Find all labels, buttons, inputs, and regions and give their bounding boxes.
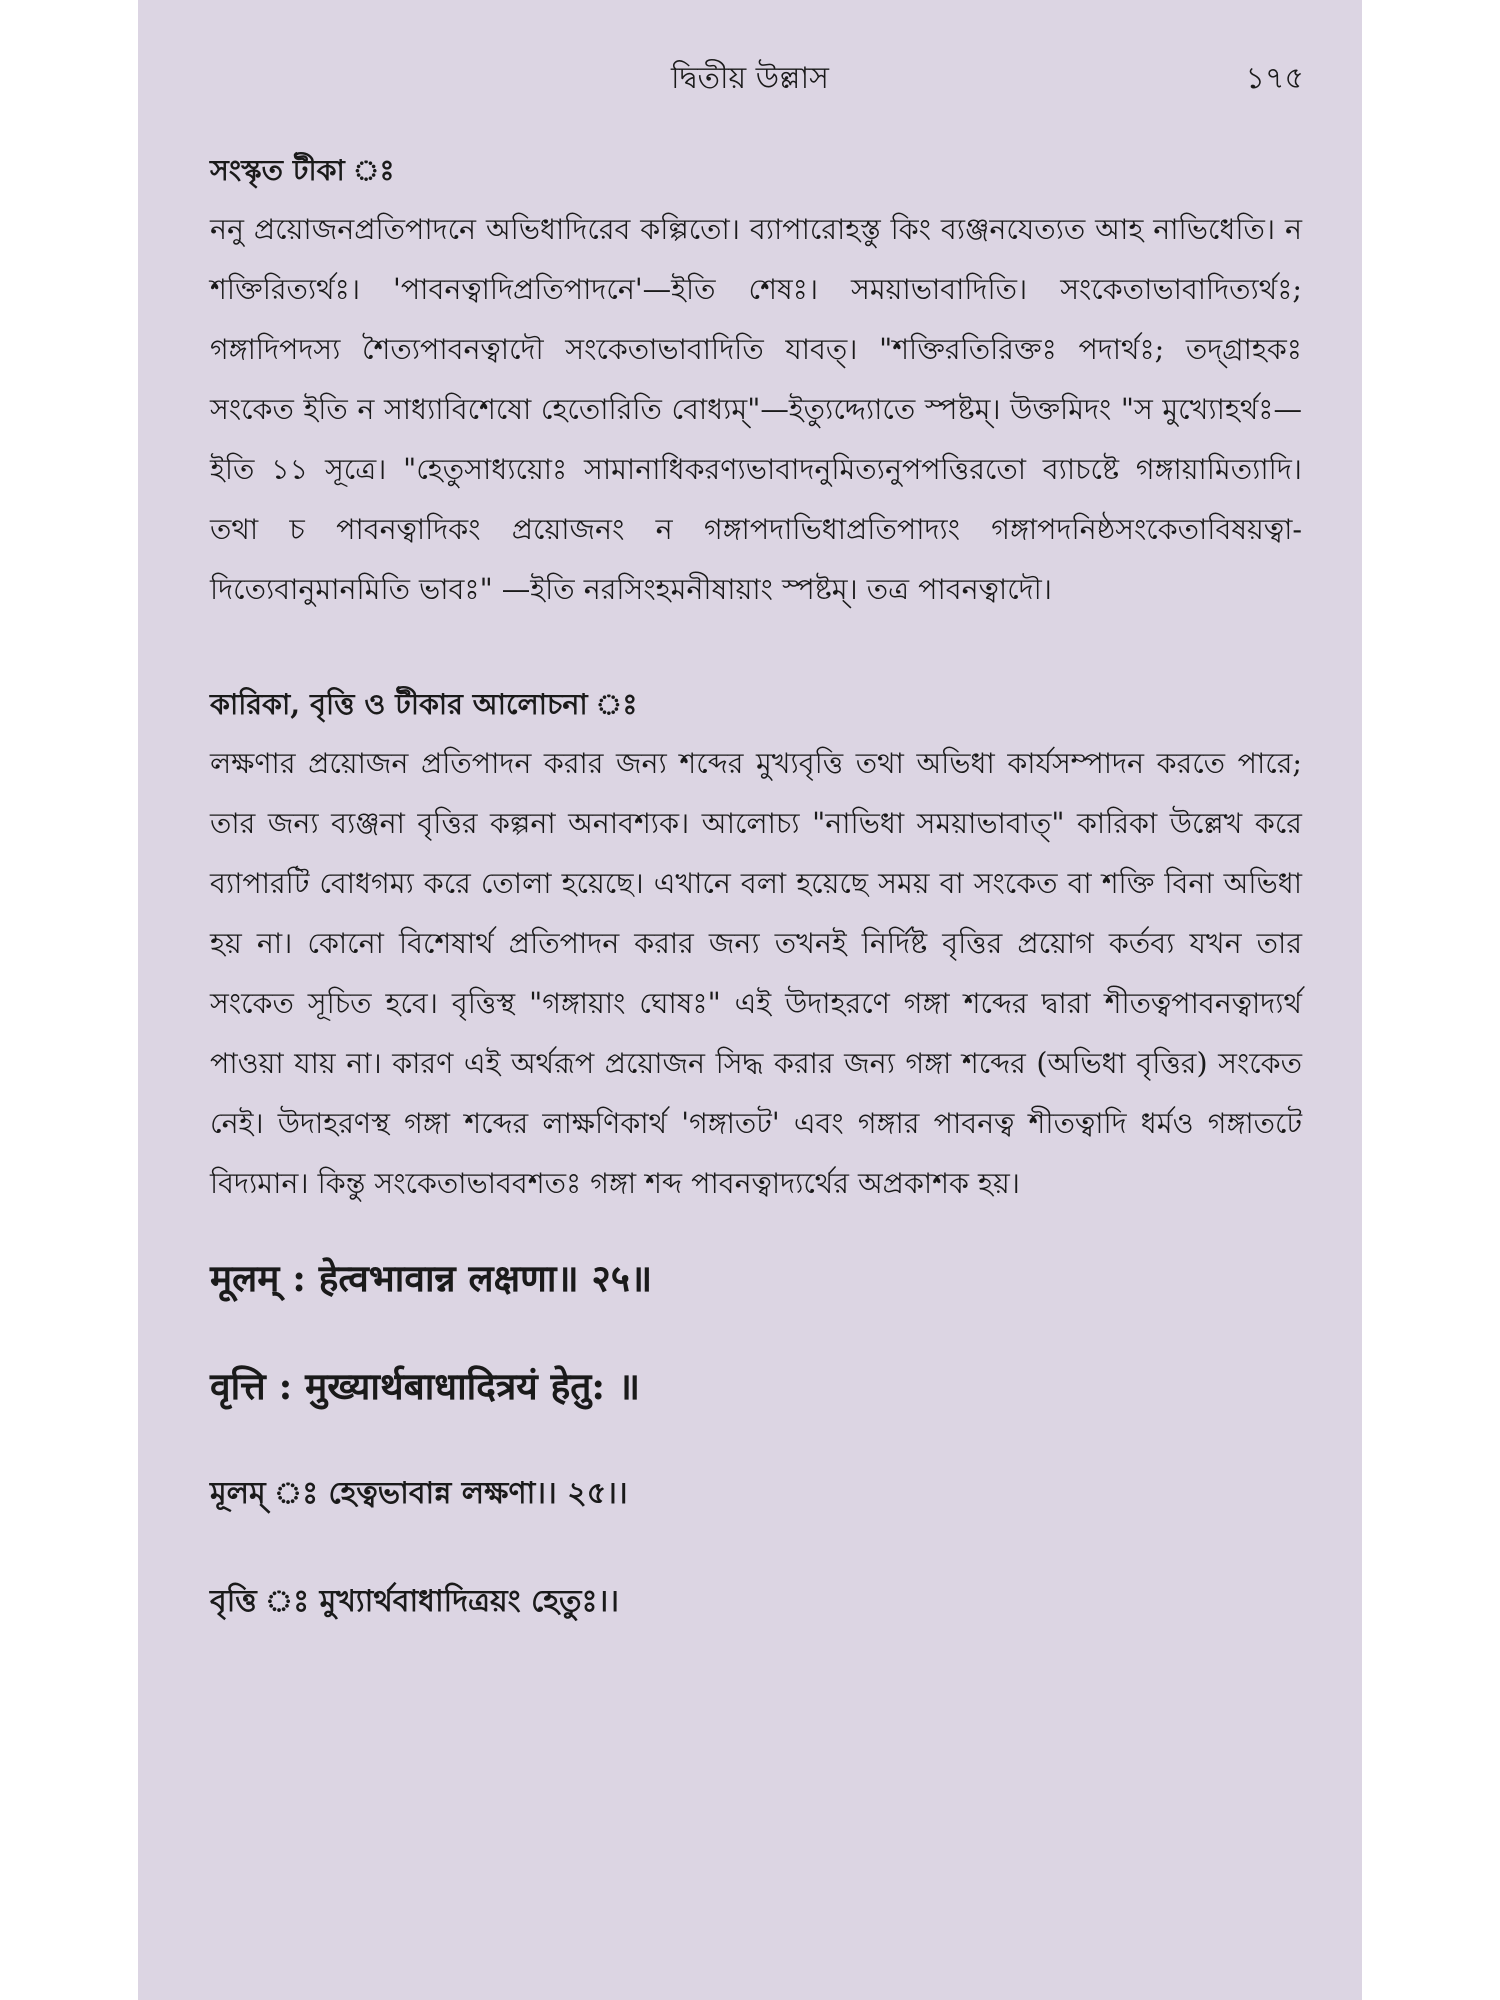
mulam-devanagari: मूलम् : हेत्वभावान्न लक्षणा॥ २५॥ (210, 1256, 653, 1300)
running-header (188, 52, 1312, 96)
left-margin (0, 0, 138, 2000)
page-content (210, 140, 1302, 1632)
chapter-title: দ্বিতীয় উল্লাস (671, 61, 829, 96)
mulam-bengali: মূলম্ ঃ হেত্বভাবান্ন লক্ষণা।। ২৫।। (210, 1476, 628, 1511)
section-gap (210, 1308, 1302, 1356)
section-gap (210, 1416, 1302, 1464)
sanskrit-tika-heading: সংস্কৃত টীকা ঃ (210, 153, 395, 187)
section-gap (210, 1214, 1302, 1248)
alochana-heading: কারিকা, বৃত্তি ও টীকার আলোচনা ঃ (210, 687, 638, 721)
vritti-bengali: বৃত্তি ঃ মুখ্যার্থবাধাদিত্রয়ং হেতুঃ।। (210, 1584, 619, 1619)
sanskrit-tika-body: ননু প্রয়োজনপ্রতিপাদনে অভিধাদিরেব কল্পিতো। ব্যাপারোহস্তু কিং ব্যঞ্জনযেত্যত আহ নাভিধেতি। ন শক্তিরিত্যর্থঃ। 'পাবনত্বাদিপ্রতিপাদনে'—ইতি শেষঃ। সময়াভাবাদিতি। সংকেতাভাবাদিত্যর্থঃ; গঙ্গাদিপদস্য শৈত্যপাবনত্বাদৌ সংকেতাভাবাদিতি যাবত্। "শক্তিরতিরিক্তঃ পদার্থঃ; তদ্গ্রাহকঃ সংকেত ইতি ন সাধ্যাবিশেষো হেতোরিতি বোধ্যম্"—ইত্যুদ্দ্যোতে স্পষ্টম্। উক্তমিদং "স মুখ্যোহর্থঃ—ইতি ১১ সূত্রে। "হেতুসাধ্যয়োঃ সামানাধিকরণ্যভাবাদনুমিত্যনুপপত্তিরতো ব্যাচষ্টে গঙ্গায়ামিত্যাদি। তথা চ পাবনত্বাদিকং প্রয়োজনং ন গঙ্গাপদাভিধাপ্রতিপাদ্যং গঙ্গাপদনিষ্ঠসংকেতাবিষয়ত্বা-দিত্যেবানুমানমিতি ভাবঃ" —ইতি নরসিংহমনীষায়াং স্পষ্টম্। তত্র পাবনত্বাদৌ। (210, 213, 1302, 606)
right-margin (1362, 0, 1500, 2000)
section-gap (210, 1524, 1302, 1572)
page-number: ১৭৫ (1245, 61, 1304, 96)
vritti-devanagari: वृत्ति : मुख्यार्थबाधादित्रयं हेतु: ॥ (210, 1364, 641, 1408)
book-page (138, 0, 1362, 2000)
section-gap (210, 620, 1302, 674)
alochana-body: লক্ষণার প্রয়োজন প্রতিপাদন করার জন্য শব্দের মুখ্যবৃত্তি তথা অভিধা কার্যসম্পাদন করতে পারে; তার জন্য ব্যঞ্জনা বৃত্তির কল্পনা অনাবশ্যক। আলোচ্য "নাভিধা সময়াভাবাত্" কারিকা উল্লেখ করে ব্যাপারটি বোধগম্য করে তোলা হয়েছে। এখানে বলা হয়েছে সময় বা সংকেত বা শক্তি বিনা অভিধা হয় না। কোনো বিশেষার্থ প্রতিপাদন করার জন্য তখনই নির্দিষ্ট বৃত্তির প্রয়োগ কর্তব্য যখন তার সংকেত সূচিত হবে। বৃত্তিস্থ "গঙ্গায়াং ঘোষঃ" এই উদাহরণে গঙ্গা শব্দের দ্বারা শীতত্বপাবনত্বাদ্যর্থ পাওয়া যায় না। কারণ এই অর্থরূপ প্রয়োজন সিদ্ধ করার জন্য গঙ্গা শব্দের (অভিধা বৃত্তির) সংকেত নেই। উদাহরণস্থ গঙ্গা শব্দের লাক্ষণিকার্থ 'গঙ্গাতট' এবং গঙ্গার পাবনত্ব শীতত্বাদি ধর্মও গঙ্গাতটে বিদ্যমান। কিন্তু সংকেতাভাববশতঃ গঙ্গা শব্দ পাবনত্বাদ্যর্থের অপ্রকাশক হয়। (210, 747, 1302, 1200)
